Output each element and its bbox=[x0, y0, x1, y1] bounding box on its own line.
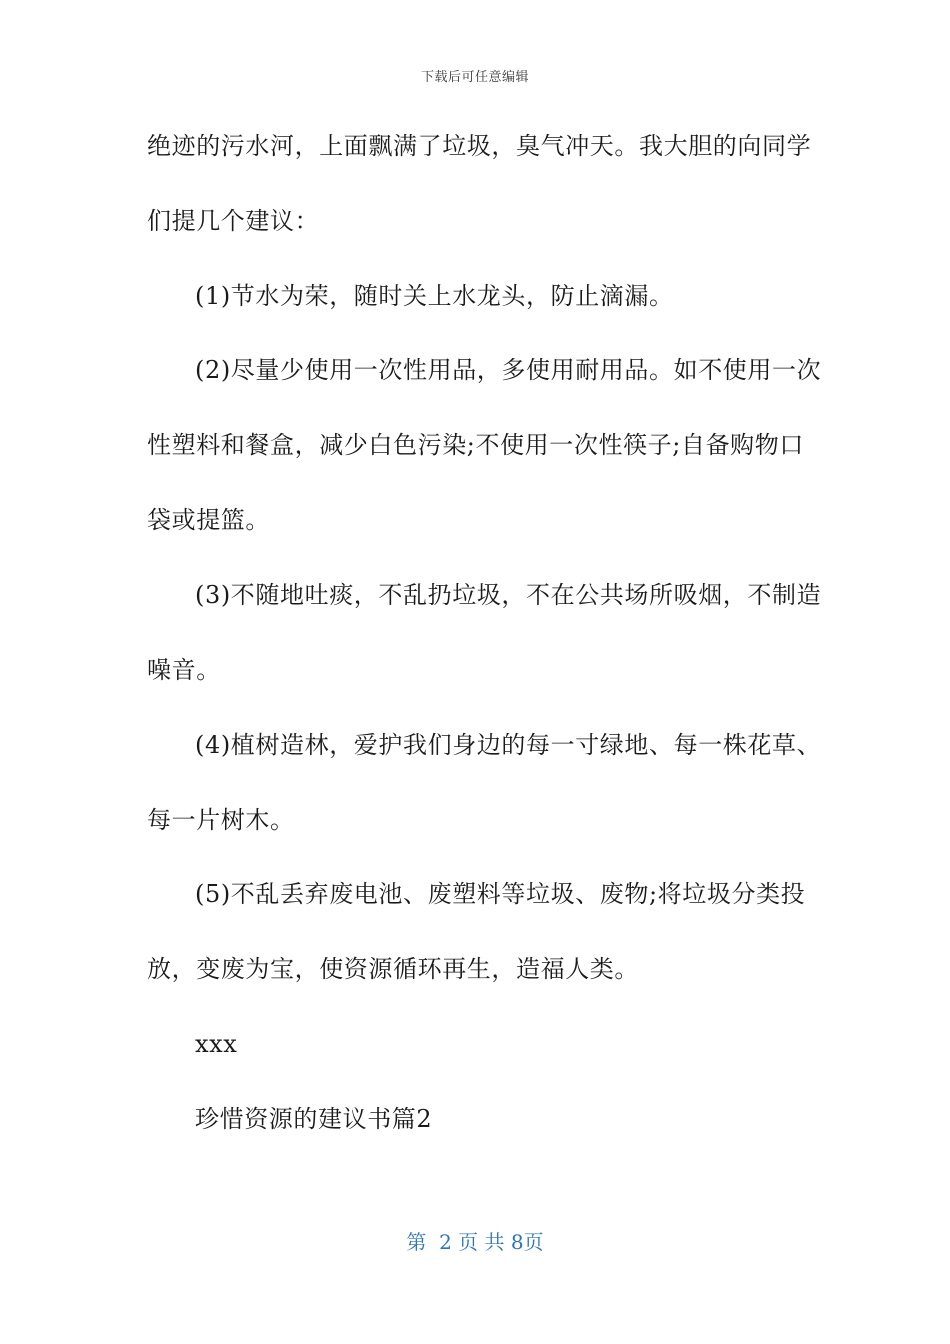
body-line: 放，变废为宝，使资源循环再生，造福人类。 bbox=[147, 955, 639, 983]
list-item-1: (1)节水为荣，随时关上水龙头，防止滴漏。 bbox=[195, 282, 674, 310]
body-line: 噪音。 bbox=[147, 656, 221, 684]
list-item-5: (5)不乱丢弃废电池、废塑料等垃圾、废物;将垃圾分类投 bbox=[195, 880, 806, 908]
section-title: 珍惜资源的建议书篇2 bbox=[195, 1105, 433, 1133]
body-line: 绝迹的污水河，上面飘满了垃圾，臭气冲天。我大胆的向同学 bbox=[147, 132, 812, 160]
page-footer: 第 2 页 共 8页 bbox=[406, 1230, 544, 1254]
list-item-4: (4)植树造林，爱护我们身边的每一寸绿地、每一株花草、 bbox=[195, 731, 822, 759]
list-item-3: (3)不随地吐痰，不乱扔垃圾，不在公共场所吸烟，不制造 bbox=[195, 581, 822, 609]
page-header: 下载后可任意编辑 bbox=[420, 70, 529, 85]
body-line: 们提几个建议： bbox=[147, 207, 320, 235]
body-line: 每一片树木。 bbox=[147, 806, 295, 834]
body-line: 袋或提篮。 bbox=[147, 506, 270, 534]
list-item-2: (2)尽量少使用一次性用品，多使用耐用品。如不使用一次 bbox=[195, 356, 822, 384]
signature: xxx bbox=[195, 1030, 238, 1058]
body-line: 性塑料和餐盒，减少白色污染;不使用一次性筷子;自备购物口 bbox=[147, 431, 804, 459]
